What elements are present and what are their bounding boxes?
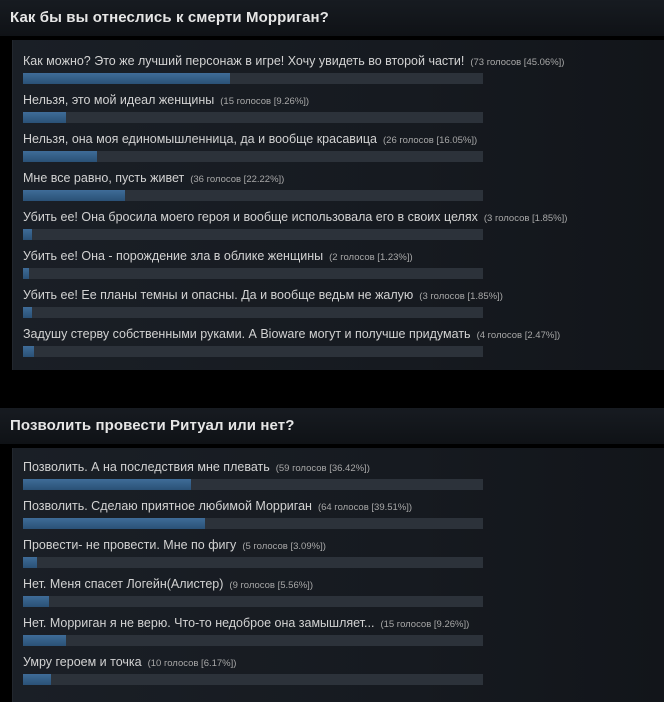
poll-option[interactable]: [23, 458, 663, 497]
option-votes: (36 голосов [22.22%]): [190, 174, 285, 185]
result-bar-track: [23, 268, 483, 279]
poll-option[interactable]: [23, 575, 663, 614]
option-text: Нельзя, она моя единомышленница, да и вообще красавица: [23, 132, 378, 146]
option-votes: (73 голосов [45.06%]): [470, 57, 565, 68]
result-bar-track: [23, 229, 483, 240]
option-votes: (26 голосов [16.05%]): [383, 135, 478, 146]
result-bar-track: [23, 73, 483, 84]
result-bar-fill: [23, 635, 66, 646]
result-bar-track: [23, 346, 483, 357]
result-bar-fill: [23, 479, 191, 490]
result-bar-track: [23, 307, 483, 318]
option-text: Позволить. А на последствия мне плевать: [23, 460, 270, 474]
result-bar-fill: [23, 674, 51, 685]
option-votes: (3 голосов [1.85%]): [419, 291, 503, 302]
option-text: Убить ее! Она - порождение зла в облике женщины: [23, 249, 324, 263]
poll-2: [0, 408, 664, 702]
result-bar-track: [23, 112, 483, 123]
result-bar-track: [23, 557, 483, 568]
result-bar-fill: [23, 596, 49, 607]
poll-title-bar: [0, 408, 664, 444]
option-votes: (9 голосов [5.56%]): [229, 580, 313, 591]
poll-option[interactable]: [23, 91, 663, 130]
poll-options-panel: [12, 448, 664, 702]
poll-option[interactable]: [23, 497, 663, 536]
option-votes: (3 голосов [1.85%]): [483, 213, 568, 224]
option-text: Задушу стерву собственными руками. А Bioware могут и получше придумать: [23, 327, 471, 341]
result-bar-fill: [23, 346, 34, 357]
poll-option[interactable]: [23, 247, 663, 286]
poll-option[interactable]: [23, 169, 663, 208]
result-bar-track: [23, 190, 483, 201]
poll-option[interactable]: [23, 52, 663, 91]
option-text: Как можно? Это же лучший персонаж в игре! Хочу увидеть во второй части!: [23, 54, 465, 68]
result-bar-fill: [23, 307, 32, 318]
poll-option[interactable]: [23, 208, 663, 247]
option-votes: (5 голосов [3.09%]): [242, 541, 326, 552]
poll-options-panel: [12, 40, 664, 370]
result-bar-fill: [23, 151, 97, 162]
poll-title-bar: [0, 0, 664, 36]
option-text: Нет. Морриган я не верю. Что-то недоброе она замышляет...: [23, 616, 375, 630]
result-bar-track: [23, 635, 483, 646]
option-text: Нет. Меня спасет Логейн(Алистер): [23, 577, 224, 591]
option-votes: (59 голосов [36.42%]): [275, 463, 370, 474]
result-bar-track: [23, 518, 483, 529]
option-text: Нельзя, это мой идеал женщины: [23, 93, 215, 107]
poll-title: Как бы вы отнеслись к смерти Морриган?: [10, 9, 329, 26]
result-bar-fill: [23, 557, 37, 568]
option-text: Мне все равно, пусть живет: [23, 171, 185, 185]
poll-option[interactable]: [23, 130, 663, 169]
option-text: Убить ее! Она бросила моего героя и вообще использовала его в своих целях: [23, 210, 478, 224]
result-bar-fill: [23, 229, 32, 240]
option-votes: (15 голосов [9.26%]): [220, 96, 310, 107]
option-text: Умру героем и точка: [23, 655, 142, 669]
result-bar-fill: [23, 112, 66, 123]
result-bar-track: [23, 674, 483, 685]
result-bar-track: [23, 596, 483, 607]
result-bar-fill: [23, 73, 230, 84]
result-bar-fill: [23, 190, 125, 201]
option-text: Провести- не провести. Мне по фигу: [23, 538, 237, 552]
poll-option[interactable]: [23, 536, 663, 575]
poll-option[interactable]: [23, 653, 663, 692]
poll-option[interactable]: [23, 325, 663, 364]
option-text: Убить ее! Ее планы темны и опасны. Да и вообще ведьм не жалую: [23, 288, 414, 302]
result-bar-track: [23, 479, 483, 490]
option-votes: (4 голосов [2.47%]): [476, 330, 561, 341]
poll-option[interactable]: [23, 286, 663, 325]
option-votes: (2 голосов [1.23%]): [329, 252, 413, 263]
result-bar-fill: [23, 268, 29, 279]
result-bar-track: [23, 151, 483, 162]
poll-option[interactable]: [23, 614, 663, 653]
option-text: Позволить. Сделаю приятное любимой Морриган: [23, 499, 312, 513]
option-votes: (64 голосов [39.51%]): [317, 502, 413, 513]
option-votes: (10 голосов [6.17%]): [147, 658, 237, 669]
option-votes: (15 голосов [9.26%]): [380, 619, 470, 630]
poll-title: Позволить провести Ритуал или нет?: [10, 417, 295, 434]
result-bar-fill: [23, 518, 205, 529]
